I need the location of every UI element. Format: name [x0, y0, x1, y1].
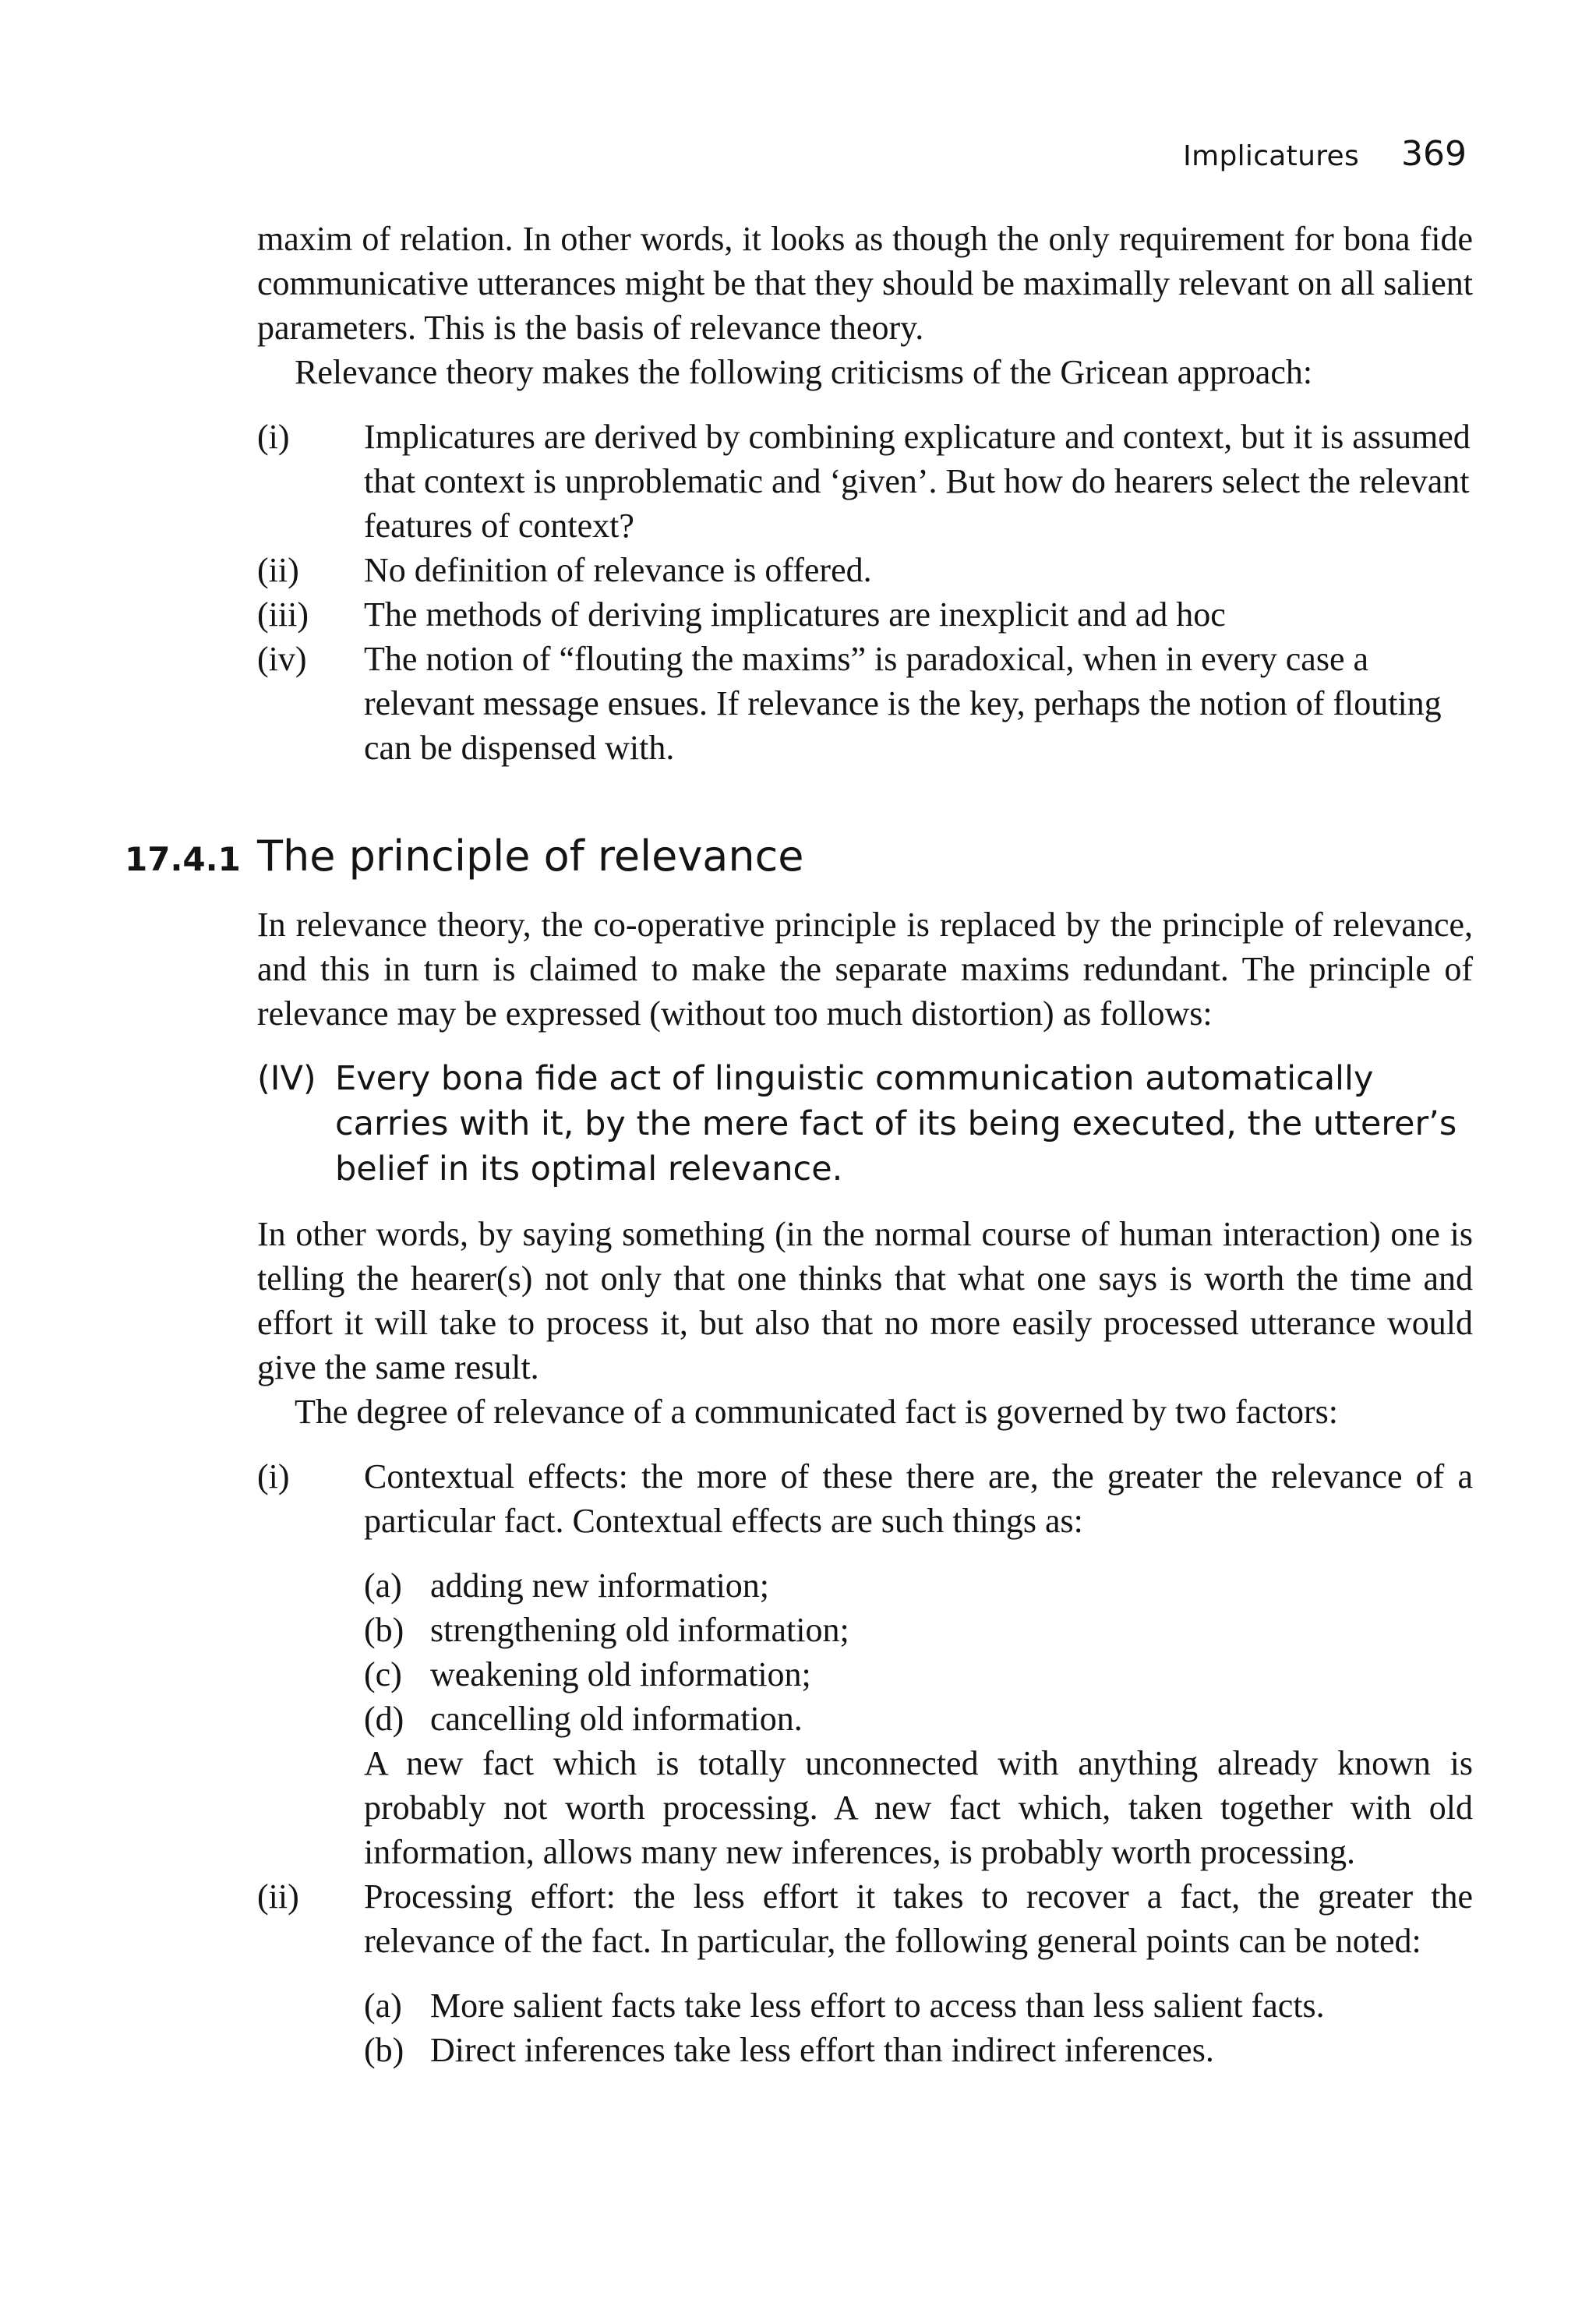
criticism-text: The notion of “flouting the maxims” is paradoxical, when in every case a relevant message ensues. If relevance is the key, perhaps the notion of flouting can be dispensed with. [364, 640, 1442, 767]
factor-text: Contextual effects: the more of these there are, the greater the relevance of a particular fact. Contextual effects are such things as: [364, 1457, 1473, 1540]
criticism-item [257, 637, 1473, 770]
point-item [364, 2028, 1473, 2072]
principle-statement [257, 1056, 1473, 1192]
point-text: Direct inferences take less effort than indirect inferences. [430, 2031, 1214, 2069]
factor-marker: (ii) [257, 1877, 299, 1916]
effect-marker: (c) [364, 1655, 402, 1693]
factors-lead: The degree of relevance of a communicated fact is governed by two factors: [295, 1393, 1338, 1431]
criticism-item [257, 415, 1473, 548]
factors-list [257, 1454, 1473, 2072]
factor-item [257, 1454, 1473, 1874]
principle-item [257, 1056, 1473, 1192]
page-number: 369 [1401, 134, 1467, 174]
section-title: The principle of relevance [257, 832, 804, 881]
criticisms-lead: Relevance theory makes the following criticisms of the Gricean approach: [295, 353, 1313, 391]
criticism-text: Implicatures are derived by combining explicature and context, but it is assumed that context is unproblematic and ‘given’. But how do hearers select the relevant features of context? [364, 418, 1471, 545]
intro-paragraph: maxim of relation. In other words, it looks as though the only requirement for bona fide communicative utterances might be that they should be maximally relevant on all salient parameters. This is the basis of relevance theory. [257, 220, 1473, 347]
section-paragraph-1: In relevance theory, the co-operative principle is replaced by the principle of relevance, and this in turn is claimed to make the separate maxims redundant. The principle of relevance may be expressed (without too much distortion) as follows: [257, 906, 1473, 1033]
contextual-effects-list [364, 1563, 1473, 1741]
factor-text: Processing effort: the less effort it takes to recover a fact, the greater the relevance of the fact. In particular, the following general points can be noted: [364, 1877, 1473, 1960]
point-text: More salient facts take less effort to access than less salient facts. [430, 1986, 1325, 2025]
criticism-text: No definition of relevance is offered. [364, 551, 872, 589]
section-paragraph-2: In other words, by saying something (in the normal course of human interaction) one is telling the hearer(s) not only that one thinks that what one says is worth the time and effort it will take to process it, but also that no more easily processed utterance would give the same result. [257, 1215, 1473, 1386]
section-body [257, 902, 1473, 2072]
criticism-marker: (iii) [257, 595, 309, 634]
factor-item [257, 1874, 1473, 2072]
principle-text: Every bona fide act of linguistic communication automatically carries with it, by the mere fact of its being executed, the utterer’s belief in its optimal relevance. [335, 1059, 1457, 1188]
principle-marker: (IV) [257, 1059, 316, 1098]
effect-text: cancelling old information. [430, 1700, 803, 1738]
effect-text: strengthening old information; [430, 1611, 849, 1649]
criticism-marker: (ii) [257, 551, 299, 589]
factor-after-text: A new fact which is totally unconnected with anything already known is probably not worth processing. A new fact which, taken together with old information, allows many new inferences, is probably worth processing. [364, 1744, 1473, 1871]
factor-marker: (i) [257, 1457, 290, 1496]
running-header [1183, 134, 1467, 181]
effect-text: adding new information; [430, 1566, 770, 1605]
running-title: Implicatures [1183, 140, 1360, 172]
effect-item [364, 1697, 1473, 1741]
criticism-text: The methods of deriving implicatures are inexplicit and ad hoc [364, 595, 1226, 634]
effect-item [364, 1652, 1473, 1697]
criticisms-list [257, 415, 1473, 770]
point-marker: (b) [364, 2031, 404, 2069]
section-number: 17.4.1 [125, 840, 241, 878]
effect-marker: (d) [364, 1700, 404, 1738]
criticism-item [257, 592, 1473, 637]
criticism-item [257, 548, 1473, 592]
criticism-marker: (i) [257, 418, 290, 456]
effect-item [364, 1608, 1473, 1652]
effect-item [364, 1563, 1473, 1608]
effect-text: weakening old information; [430, 1655, 811, 1693]
intro-section [257, 217, 1473, 770]
processing-points-list [364, 1983, 1473, 2072]
effect-marker: (a) [364, 1566, 402, 1605]
point-item [364, 1983, 1473, 2028]
section-heading [125, 832, 804, 881]
effect-marker: (b) [364, 1611, 404, 1649]
criticism-marker: (iv) [257, 640, 307, 678]
point-marker: (a) [364, 1986, 402, 2025]
